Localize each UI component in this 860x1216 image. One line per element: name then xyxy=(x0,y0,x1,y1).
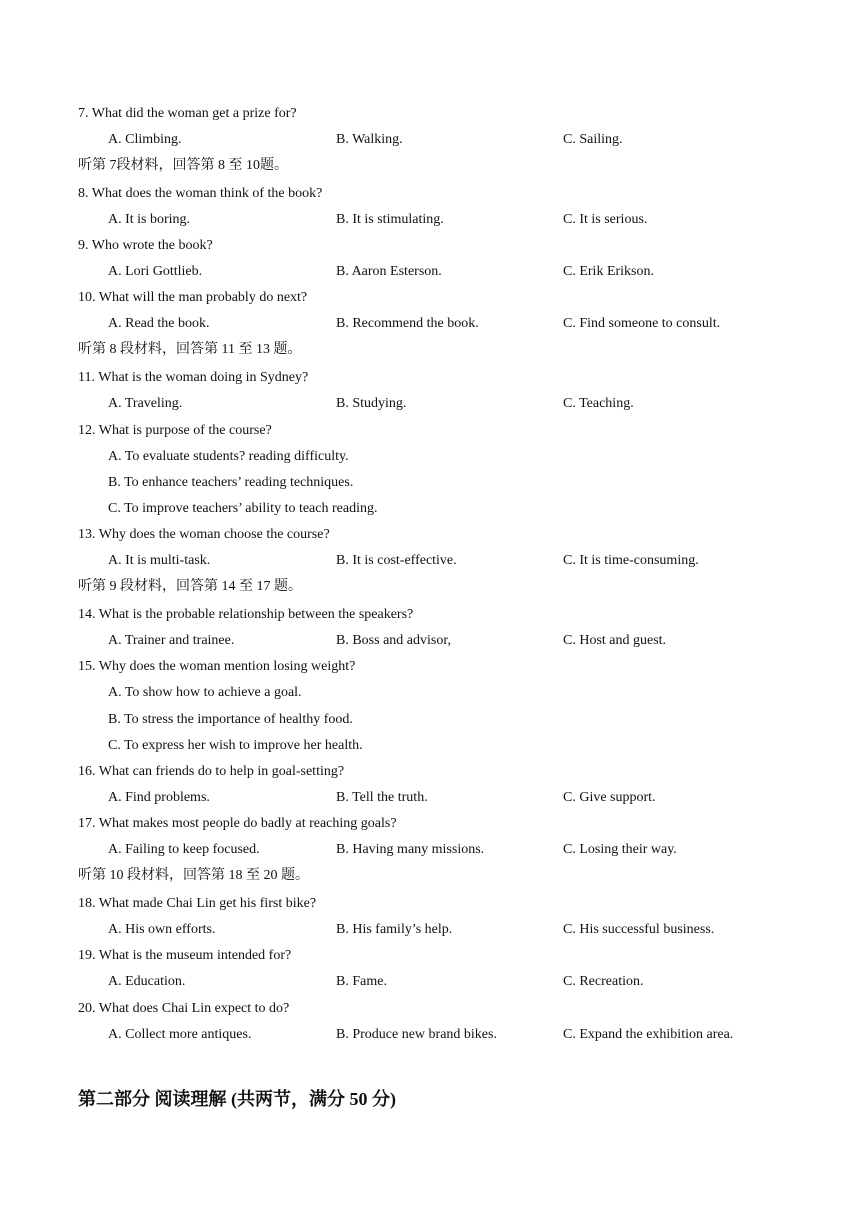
answer-option: B. His family’s help. xyxy=(336,922,453,938)
answer-option: A. To show how to achieve a goal. xyxy=(108,685,302,701)
question-stem: 12. What is purpose of the course? xyxy=(78,422,272,438)
answer-option: A. Read the book. xyxy=(108,316,210,332)
part-title: 第二部分 阅读理解 (共两节，满分 50 分) xyxy=(78,1089,396,1109)
answer-option: C. Give support. xyxy=(563,789,656,805)
answer-option: A. Lori Gottlieb. xyxy=(108,264,203,279)
section-instruction: 听第 7段材料，回答第 8 至 10题。 xyxy=(78,157,288,173)
answer-option: A. Find problems. xyxy=(108,789,210,805)
answer-option: C. Sailing. xyxy=(563,131,623,147)
answer-option: A. Education. xyxy=(108,974,186,990)
answer-option: C. Losing their way. xyxy=(563,842,677,857)
answer-option: C. It is serious. xyxy=(563,211,648,227)
section-instruction: 听第 10 段材料，回答第 18 至 20 题。 xyxy=(78,868,309,884)
answer-option: A. It is multi-task. xyxy=(108,553,211,568)
answer-option: A. It is boring. xyxy=(108,211,191,227)
question-stem: 16. What can friends do to help in goal-setting? xyxy=(78,763,345,779)
question-stem: 11. What is the woman doing in Sydney? xyxy=(78,370,309,386)
answer-option: C. Erik Erikson. xyxy=(563,264,654,279)
answer-option: C. To express her wish to improve her health. xyxy=(108,737,363,753)
answer-option: A. Trainer and trainee. xyxy=(108,633,235,649)
question-stem: 17. What makes most people do badly at reaching goals? xyxy=(78,815,397,831)
question-stem: 19. What is the museum intended for? xyxy=(78,948,292,964)
answer-option: A. Failing to keep focused. xyxy=(108,842,260,857)
answer-option: B. It is stimulating. xyxy=(336,211,444,227)
answer-option: A. Traveling. xyxy=(108,396,183,412)
answer-option: C. His successful business. xyxy=(563,922,715,938)
answer-option: C. Find someone to consult. xyxy=(563,316,721,332)
answer-option: A. To evaluate students? reading difficulty. xyxy=(108,448,349,464)
answer-option: B. Having many missions. xyxy=(336,842,485,857)
answer-option: C. Expand the exhibition area. xyxy=(563,1026,734,1042)
answer-option: B. To stress the importance of healthy food. xyxy=(108,711,353,727)
question-stem: 15. Why does the woman mention losing weight? xyxy=(78,659,356,675)
question-stem: 9. Who wrote the book? xyxy=(78,237,213,253)
answer-option: B. Fame. xyxy=(336,974,387,990)
question-stem: 20. What does Chai Lin expect to do? xyxy=(78,1000,290,1016)
answer-option: A. Collect more antiques. xyxy=(108,1026,252,1042)
question-stem: 13. Why does the woman choose the course? xyxy=(78,526,330,542)
answer-option: B. Walking. xyxy=(336,131,403,147)
answer-option: B. It is cost-effective. xyxy=(336,553,457,568)
question-stem: 8. What does the woman think of the book? xyxy=(78,185,323,201)
answer-option: B. Aaron Esterson. xyxy=(336,264,442,279)
answer-option: B. Recommend the book. xyxy=(336,316,479,332)
answer-option: B. Produce new brand bikes. xyxy=(336,1026,497,1042)
question-stem: 10. What will the man probably do next? xyxy=(78,290,308,306)
section-instruction: 听第 9 段材料，回答第 14 至 17 题。 xyxy=(78,579,302,595)
answer-option: A. His own efforts. xyxy=(108,922,216,938)
answer-option: A. Climbing. xyxy=(108,131,182,147)
answer-option: B. Studying. xyxy=(336,396,407,412)
question-stem: 18. What made Chai Lin get his first bike? xyxy=(78,896,317,912)
answer-option: B. To enhance teachers’ reading techniques. xyxy=(108,474,354,490)
answer-option: C. It is time-consuming. xyxy=(563,553,699,568)
answer-option: C. Teaching. xyxy=(563,396,634,412)
answer-option: B. Tell the truth. xyxy=(336,789,428,805)
question-stem: 14. What is the probable relationship between the speakers? xyxy=(78,607,414,623)
answer-option: C. To improve teachers’ ability to teach reading. xyxy=(108,500,378,516)
answer-option: C. Recreation. xyxy=(563,974,644,990)
section-instruction: 听第 8 段材料，回答第 11 至 13 题。 xyxy=(78,342,302,358)
question-stem: 7. What did the woman get a prize for? xyxy=(78,105,297,121)
answer-option: C. Host and guest. xyxy=(563,633,667,649)
answer-option: B. Boss and advisor, xyxy=(336,633,451,649)
